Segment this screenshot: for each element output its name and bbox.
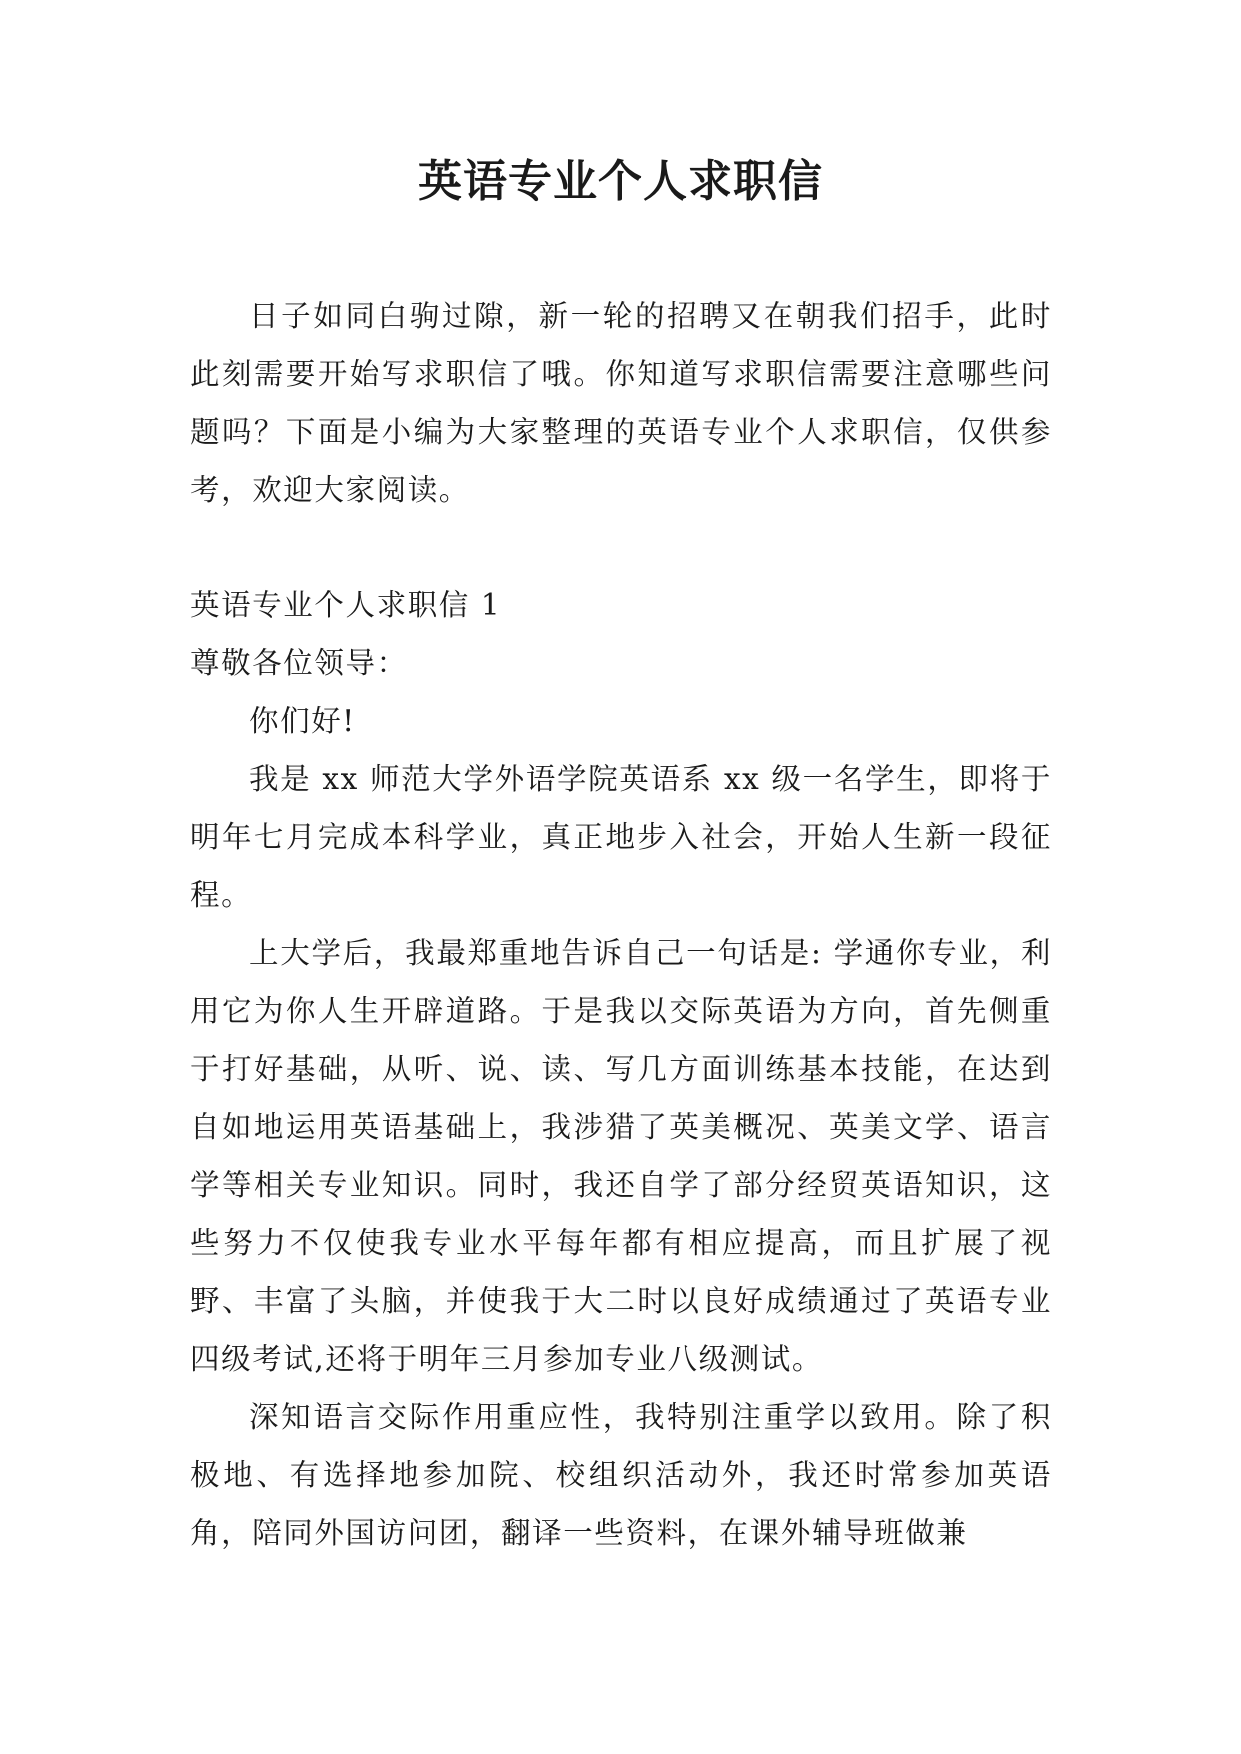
intro-block <box>190 287 1052 519</box>
letter-body <box>190 576 1052 1562</box>
section-heading: 英语专业个人求职信 1 <box>190 588 502 622</box>
body-paragraph-2: 上大学后，我最郑重地告诉自己一句话是: 学通你专业，利用它为你人生开辟道路。于是我以交际英语为方向，首先侧重于打好基础，从听、说、读、写几方面训练基本技能，在达到自如地运用英语基础上，我涉猎了英美概况、英美文学、语言学等相关专业知识。同时，我还自学了部分经贸英语知识，这些努力不仅使我专业水平每年都有相应提高，而且扩展了视野、丰富了头脑，并使我于大二时以良好成绩通过了英语专业四级考试,还将于明年三月参加专业八级测试。 <box>190 936 1052 1376</box>
greeting: 你们好! <box>249 704 356 738</box>
body-paragraph-1: 我是 xx 师范大学外语学院英语系 xx 级一名学生，即将于明年七月完成本科学业，真正地步入社会，开始人生新一段征程。 <box>190 762 1052 912</box>
intro-paragraph: 日子如同白驹过隙，新一轮的招聘又在朝我们招手，此时此刻需要开始写求职信了哦。你知道写求职信需要注意哪些问题吗？下面是小编为大家整理的英语专业个人求职信，仅供参考，欢迎大家阅读。 <box>190 299 1052 507</box>
document-title: 英语专业个人求职信 <box>418 156 823 207</box>
body-paragraph-3: 深知语言交际作用重应性，我特别注重学以致用。除了积极地、有选择地参加院、校组织活动外，我还时常参加英语角，陪同外国访问团，翻译一些资料，在课外辅导班做兼 <box>190 1400 1052 1550</box>
salutation: 尊敬各位领导： <box>190 646 408 680</box>
